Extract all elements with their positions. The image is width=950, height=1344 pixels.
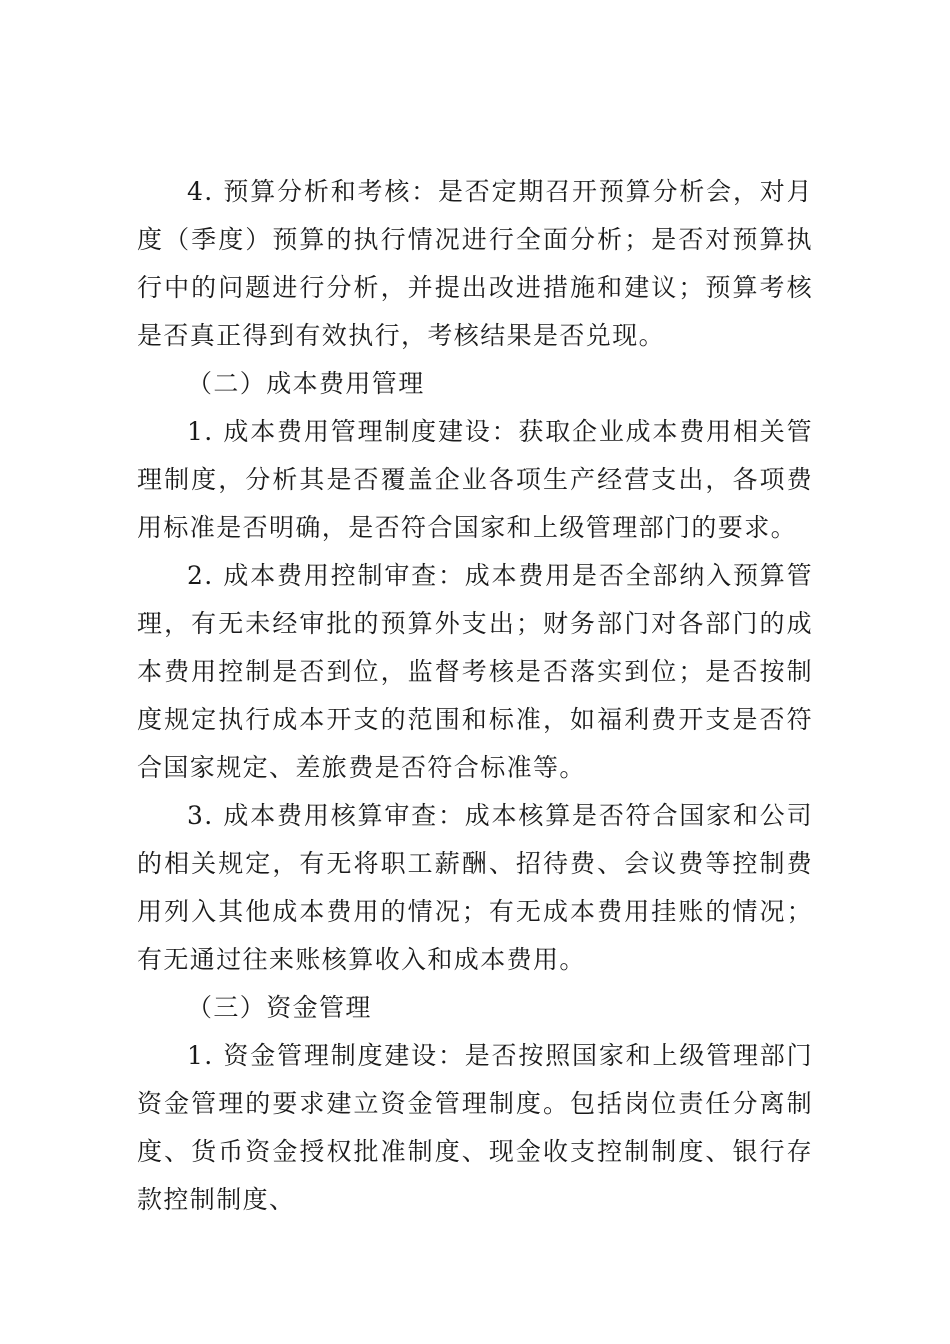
paragraph-budget-analysis: 4. 预算分析和考核：是否定期召开预算分析会，对月度（季度）预算的执行情况进行全面分析；是否对预算执行中的问题进行分析，并提出改进措施和建议；预算考核是否真正得到有效执行，考核结果是否兑现。 [137, 177, 813, 350]
paragraph-fund-system-construction: 1. 资金管理制度建设：是否按照国家和上级管理部门资金管理的要求建立资金管理制度。包括岗位责任分离制度、货币资金授权批准制度、现金收支控制制度、银行存款控制制度、 [137, 1041, 813, 1214]
paragraph-cost-control-review: 2. 成本费用控制审查：成本费用是否全部纳入预算管理，有无未经审批的预算外支出；财务部门对各部门的成本费用控制是否到位，监督考核是否落实到位；是否按制度规定执行成本开支的范围和标准，如福利费开支是否符合国家规定、差旅费是否符合标准等。 [137, 561, 813, 782]
section-heading-fund-management: （三）资金管理 [187, 993, 372, 1022]
paragraph-cost-accounting-review: 3. 成本费用核算审查：成本核算是否符合国家和公司的相关规定，有无将职工薪酬、招待费、会议费等控制费用列入其他成本费用的情况；有无成本费用挂账的情况；有无通过往来账核算收入和成本费用。 [137, 801, 813, 974]
document-body [137, 168, 813, 1224]
paragraph-cost-system-construction: 1. 成本费用管理制度建设：获取企业成本费用相关管理制度，分析其是否覆盖企业各项生产经营支出，各项费用标准是否明确，是否符合国家和上级管理部门的要求。 [137, 417, 813, 542]
section-heading-cost-management: （二）成本费用管理 [187, 369, 425, 398]
